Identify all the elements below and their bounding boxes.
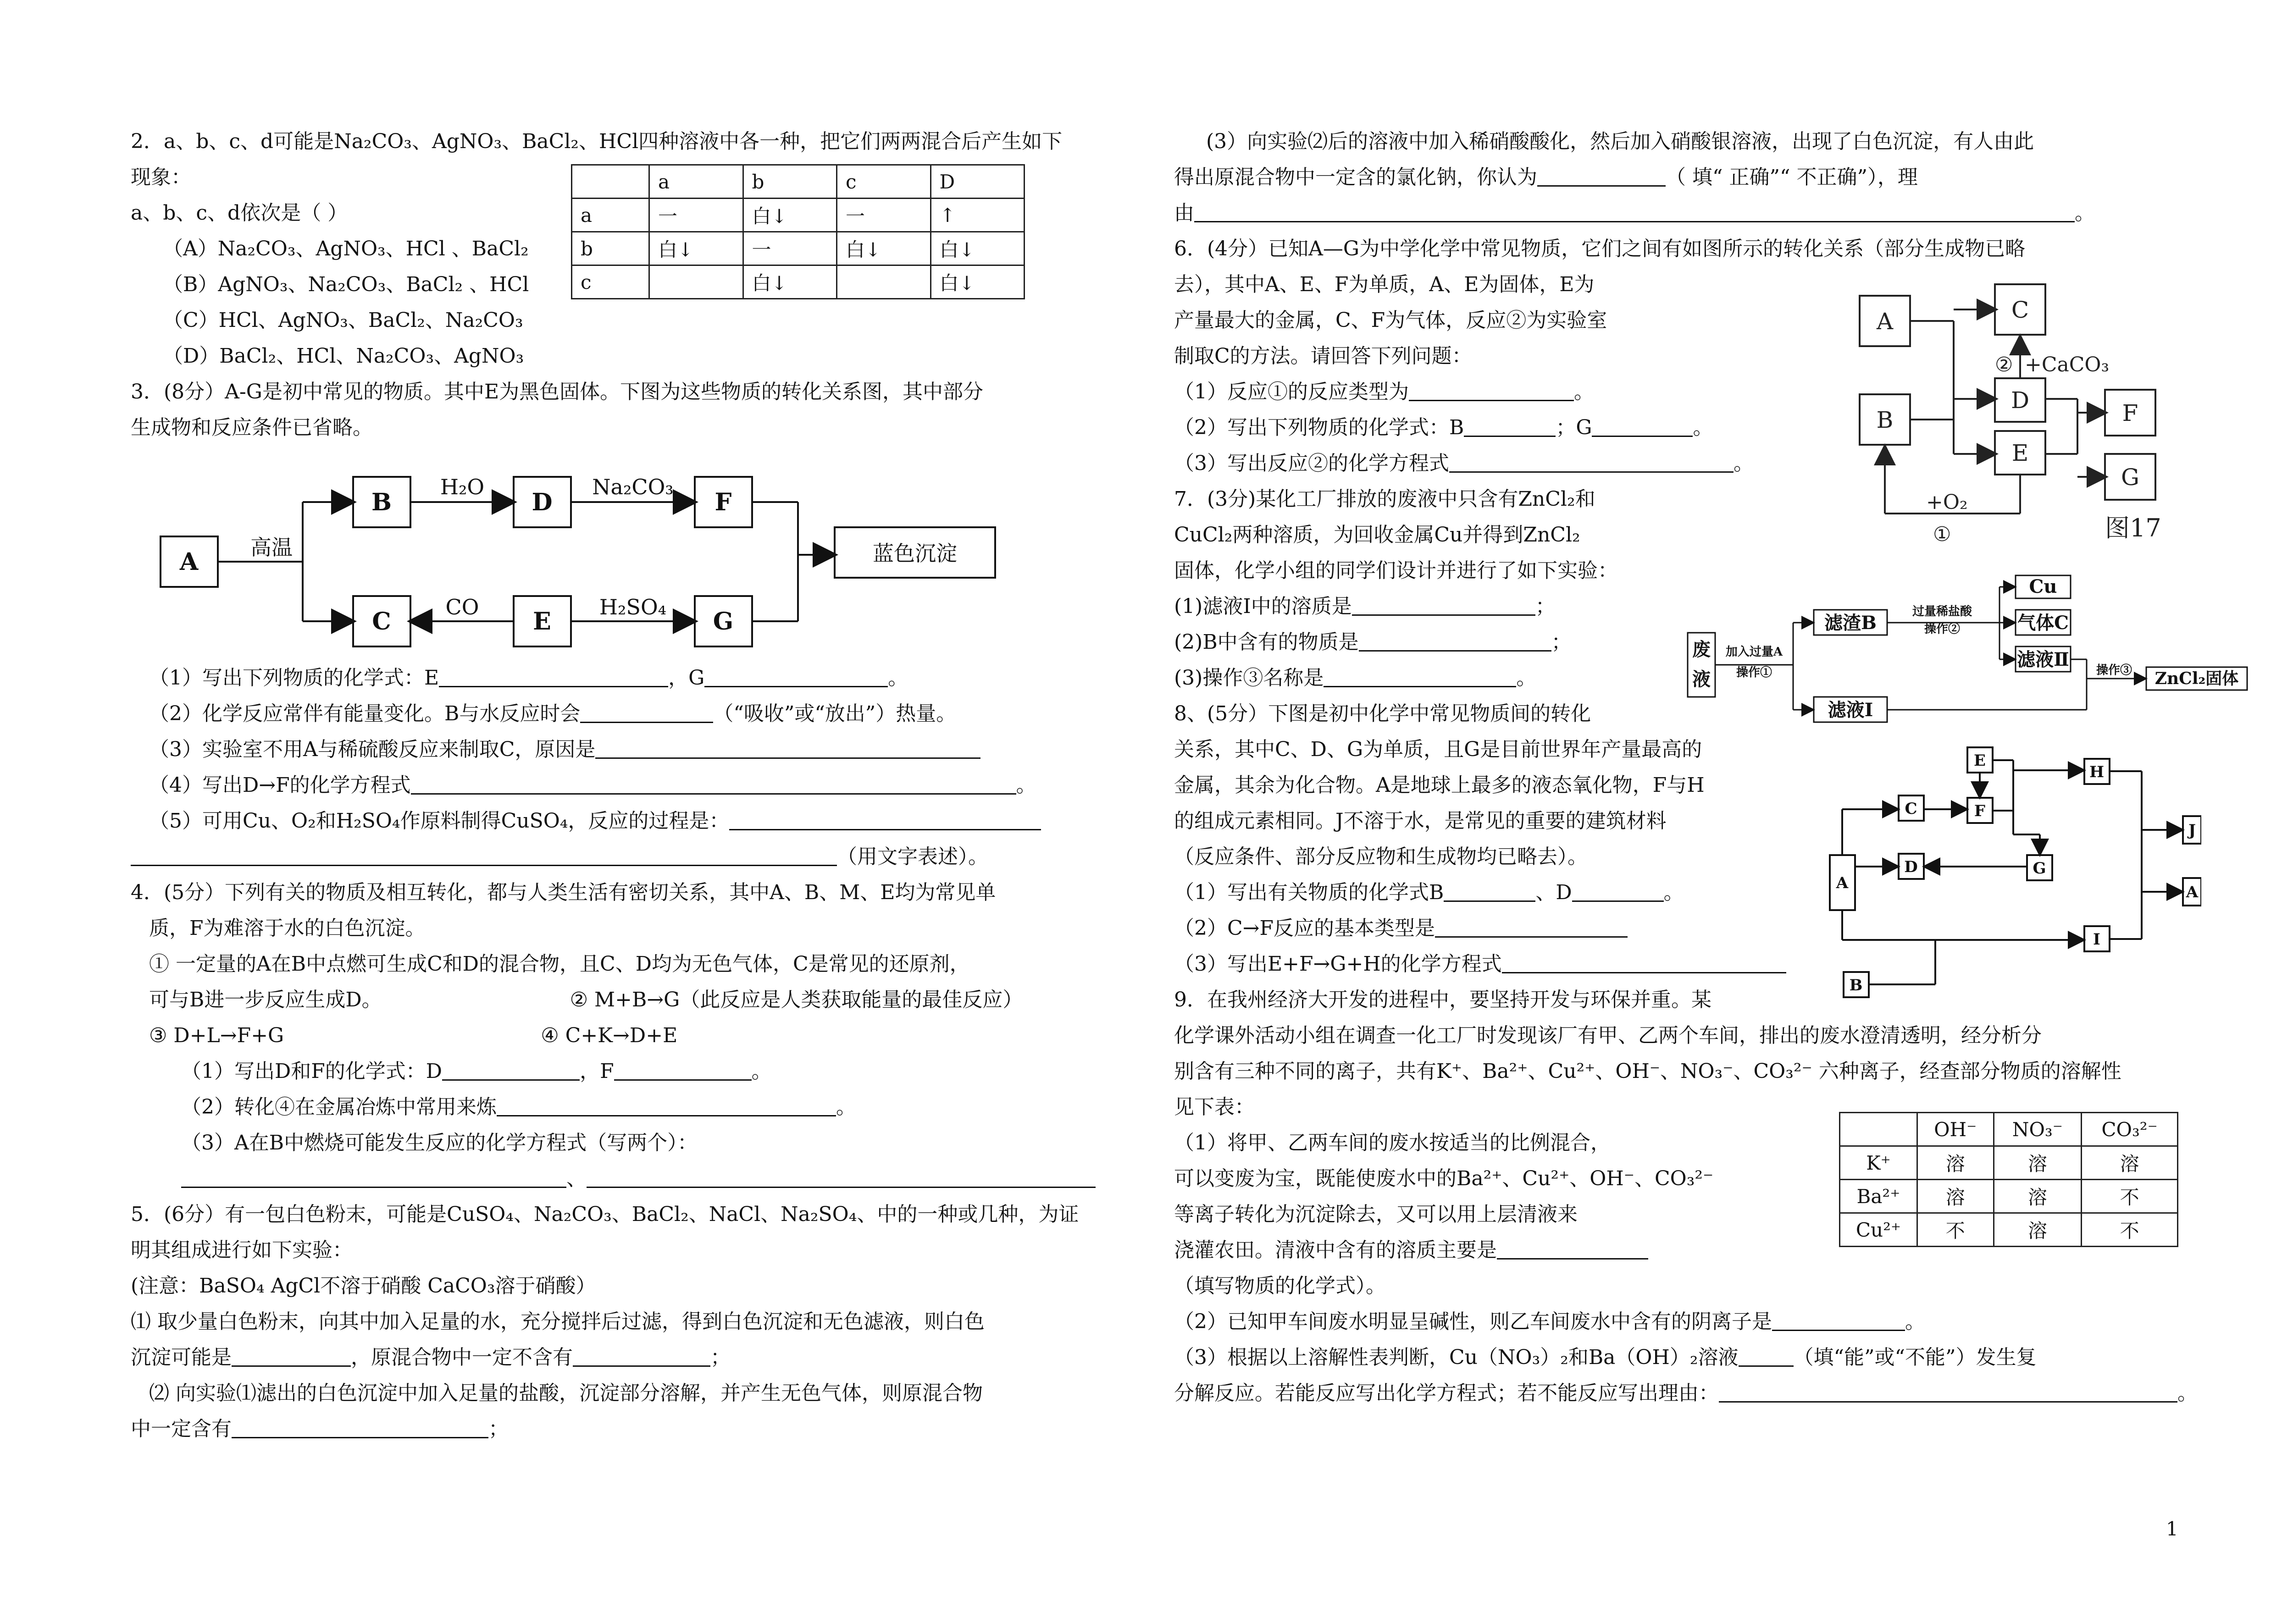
q2-option-d: （D）BaCl₂、HCl、Na₂CO₃、AgNO₃ (163, 344, 524, 368)
q3-stem-1: 3．(8分）A-G是初中常见的物质。其中E为黑色固体。下图为这些物质的转化关系图，其中部分 (131, 380, 984, 403)
table-cell: 不 (2082, 1180, 2178, 1213)
q3-sub-5: （5）可用Cu、O₂和H₂SO₄作原料制得CuSO₄，反应的过程是： (131, 803, 1140, 839)
label-h: H (2089, 763, 2105, 781)
label-add-hcl: 过量稀盐酸 (1912, 605, 1972, 619)
label-h2o: H₂O (440, 475, 485, 499)
table-cell: D (930, 165, 1025, 199)
q6-stem-1: 6．(4分）已知A—G为中学化学中常见物质，它们之间有如图所示的转化关系（部分生成物已略 (1174, 237, 2026, 260)
label-waste-2: 液 (1692, 668, 1711, 690)
q8-stem-1: 8、(5分）下图是初中化学中常见物质间的转化 (1174, 702, 1591, 725)
table-cell: 溶 (1917, 1146, 1994, 1180)
table-cell: c (572, 265, 649, 299)
q6-sub-2: （2）写出下列物质的化学式：B ；G 。 (1174, 410, 2275, 446)
q9-sub-1b: 可以变废为宝，既能使废水中的Ba²⁺、Cu²⁺、OH⁻、CO₃²⁻ (1174, 1167, 1714, 1190)
q9-sub-1d: 浇灌农田。清液中含有的溶质主要是 (1174, 1232, 2275, 1268)
q4-sub-3-blanks: 、 (131, 1161, 1140, 1197)
left-column (131, 124, 1140, 1447)
label-e: E (1974, 751, 1986, 770)
q2-option-b: （B）AgNO₃、Na₂CO₃、BaCl₂ 、HCl (163, 273, 529, 296)
table-cell: 白↓ (743, 265, 837, 299)
q5-part-3b: 得出原混合物中一定含的氯化钠，你认为 （ 填“ 正确”“ 不正确”），理 (1174, 160, 2275, 195)
label-c: C (372, 608, 391, 635)
table-cell: 一 (649, 199, 743, 232)
q7-flow-chart (1683, 564, 2261, 729)
label-f: F (714, 488, 732, 516)
q2-result-table (571, 164, 1025, 299)
table-cell: 白↓ (837, 232, 931, 265)
q5-part-1b: 沉淀可能是 ，原混合物中一定不含有 ； (131, 1340, 1140, 1375)
q9-sub-1: （1）将甲、乙两车间的废水按适当的比例混合， (1174, 1131, 1611, 1154)
label-d: D (1904, 858, 1918, 876)
q3-sub-4: （4）写出D→F的化学方程式 。 (131, 768, 1140, 803)
q9-solubility-table (1839, 1112, 2178, 1247)
q5-stem-2: 明其组成进行如下实验： (131, 1238, 353, 1262)
label-waste-1: 废 (1692, 639, 1711, 660)
label-f: F (2122, 400, 2138, 426)
q6-stem-4: 制取C的方法。请回答下列问题： (1174, 344, 1472, 368)
table-cell: a (649, 165, 743, 199)
table-cell: 不 (2082, 1213, 2178, 1247)
q8-stem-2: 关系，其中C、D、G为单质，且G是目前世界年产量最高的 (1174, 738, 1702, 761)
q2-stem-1: 2．a、b、c、d可能是Na₂CO₃、AgNO₃、BaCl₂、HCl四种溶液中各一种，把它们两两混合后产生如下 (131, 130, 1063, 153)
label-n2: ② (1995, 353, 2013, 376)
table-cell: 一 (837, 199, 931, 232)
q2-ask: a、b、c、d依次是（ ） (131, 201, 348, 225)
label-co: CO (445, 595, 479, 619)
label-zncl2: ZnCl₂固体 (2155, 669, 2239, 688)
q8-figure (1825, 743, 2201, 1000)
q4-cond-1: ① 一定量的A在B中点燃可生成C和D的混合物，且C、D均为无色气体，C是常见的还原剂， (149, 952, 970, 976)
label-h2so4: H₂SO₄ (599, 595, 667, 619)
table-cell (837, 265, 931, 299)
table-cell: Ba²⁺ (1840, 1180, 1917, 1213)
q5-part-2: ⑵ 向实验⑴滤出的白色沉淀中加入足量的盐酸，沉淀部分溶解，并产生无色气体，则原混合物 (149, 1381, 983, 1405)
q6-stem-2: 去），其中A、E、F为单质，A、E为固体，E为 (1174, 273, 1595, 296)
q3-sub-2: （2）化学反应常伴有能量变化。B与水反应时会 （“吸收”或“放出”）热量。 (131, 696, 1140, 732)
label-result: 蓝色沉淀 (873, 541, 957, 566)
label-b: B (1876, 407, 1894, 433)
label-n1: ① (1933, 523, 1951, 546)
label-j: J (2188, 821, 2196, 840)
label-filtrate-1: 滤液Ⅰ (1828, 699, 1873, 721)
q9-sub-3: （3）根据以上溶解性表判断，Cu（NO₃）₂和Ba（OH）₂溶液 （填“能”或“不能”）发生复 (1174, 1340, 2275, 1375)
table-cell: K⁺ (1840, 1146, 1917, 1180)
q8-sub-3: （3）写出E+F→G+H的化学方程式 (1174, 946, 2275, 982)
q6-stem-3: 产量最大的金属，C、F为气体，反应②为实验室 (1174, 309, 1607, 332)
table-cell: 不 (1917, 1213, 1994, 1247)
q4-stem-2: 质，F为难溶于水的白色沉淀。 (149, 917, 426, 940)
q3-sub-1: （1）写出下列物质的化学式：E ，G 。 (131, 660, 1140, 696)
q9-sub-3b: 分解反应。若能反应写出化学方程式；若不能反应写出理由： 。 (1174, 1375, 2275, 1411)
label-op3: 操作③ (2096, 663, 2132, 677)
label-b: B (1849, 976, 1863, 994)
q6-sub-3: （3）写出反应②的化学方程式 。 (1174, 446, 2275, 481)
label-op2: 操作② (1924, 622, 1961, 636)
q2-option-a: （A）Na₂CO₃、AgNO₃、HCl 、BaCl₂ (163, 237, 529, 260)
table-cell: 溶 (1994, 1146, 2082, 1180)
table-cell: 溶 (1994, 1213, 2082, 1247)
q9-stem-4: 见下表： (1174, 1095, 1255, 1119)
q4-sub-3: （3）A在B中燃烧可能发生反应的化学方程式（写两个）： (181, 1131, 698, 1154)
table-cell: ↑ (930, 199, 1025, 232)
q9-stem-3: 别含有三种不同的离子，共有K⁺、Ba²⁺、Cu²⁺、OH⁻、NO₃⁻、CO₃²⁻ 六种离子，经查部分物质的溶解性 (1174, 1060, 2121, 1083)
q4-stem-1: 4．(5分）下列有关的物质及相互转化，都与人类生活有密切关系，其中A、B、M、E均为常见单 (131, 881, 996, 904)
q8-stem-3: 金属，其余为化合物。A是地球上最多的液态氧化物，F与H (1174, 773, 1705, 797)
label-b: B (371, 488, 392, 516)
label-g: G (713, 608, 734, 635)
label-residue-b: 滤渣B (1824, 612, 1877, 634)
label-heat: 高温 (250, 535, 293, 560)
table-cell: 溶 (1994, 1180, 2082, 1213)
q5-part-2b: 中一定含有 ； (131, 1411, 1140, 1447)
label-a: A (179, 548, 199, 576)
q4-cond-1b: 可与B进一步反应生成D。 ② M+B→G（此反应是人类获取能量的最佳反应） (149, 988, 1023, 1011)
q3-flow-diagram (151, 463, 1023, 669)
q3-sub-5-cont: （用文字表述）。 (131, 839, 1140, 875)
q7-stem-1: 7．(3分)某化工厂排放的废液中只含有ZnCl₂和 (1174, 487, 1595, 511)
table-cell: b (572, 232, 649, 265)
table-cell: 溶 (1917, 1180, 1994, 1213)
label-a: A (1876, 308, 1894, 335)
label-c: C (2011, 297, 2029, 323)
q2-stem-2: 现象： (131, 166, 191, 189)
label-cu: Cu (2029, 576, 2057, 597)
label-g: G (2121, 464, 2139, 491)
table-cell: 白↓ (930, 232, 1025, 265)
q6-figure (1848, 275, 2192, 555)
label-e: E (2011, 440, 2029, 466)
label-i: I (2093, 930, 2100, 949)
q4-cond-3-4: ③ D+L→F+G ④ C+K→D+E (149, 1024, 678, 1047)
q5-part-1: ⑴ 取少量白色粉末，向其中加入足量的水，充分搅拌后过滤，得到白色沉淀和无色滤液，则白色 (131, 1310, 985, 1333)
label-f: F (1974, 802, 1986, 820)
q4-sub-1: （1）写出D和F的化学式：D ，F 。 (131, 1054, 1140, 1089)
q8-stem-4: 的组成元素相同。J不溶于水，是常见的重要的建筑材料 (1174, 809, 1667, 833)
label-d: D (2011, 387, 2030, 414)
q6-sub-1: （1）反应①的反应类型为 。 (1174, 374, 2275, 410)
table-cell: 白↓ (649, 232, 743, 265)
label-c: C (1905, 800, 1917, 818)
q9-sub-1e: （填写物质的化学式）。 (1174, 1274, 1386, 1298)
label-a2: A (2186, 883, 2199, 901)
q7-stem-2: CuCl₂两种溶质，为回收金属Cu并得到ZnCl₂ (1174, 523, 1580, 547)
table-cell: 一 (743, 232, 837, 265)
table-cell: c (837, 165, 931, 199)
q8-stem-5: （反应条件、部分反应物和生成物均已略去）。 (1174, 845, 1588, 868)
table-cell: 白↓ (930, 265, 1025, 299)
label-caco3: +CaCO₃ (2025, 353, 2110, 376)
label-g: G (2033, 859, 2046, 878)
label-na2co3: Na₂CO₃ (592, 475, 674, 499)
table-cell: 白↓ (743, 199, 837, 232)
q5-stem-1: 5．(6分）有一包白色粉末，可能是CuSO₄、Na₂CO₃、BaCl₂、NaCl、Na₂SO₄、中的一种或几种，为证 (131, 1203, 1079, 1226)
label-caption: 图17 (2105, 514, 2161, 542)
q8-sub-2: （2）C→F反应的基本类型是 (1174, 911, 2275, 946)
q5-note: (注意：BaSO₄ AgCl不溶于硝酸 CaCO₃溶于硝酸） (131, 1274, 596, 1298)
table-cell: a (572, 199, 649, 232)
table-cell: CO₃²⁻ (2082, 1113, 2178, 1146)
q7-sub-3: (3)操作③名称是 。 (1174, 660, 2275, 696)
label-add-a: 加入过量A (1725, 645, 1783, 659)
q9-sub-2: （2）已知甲车间废水明显呈碱性，则乙车间废水中含有的阴离子是 。 (1174, 1304, 2275, 1340)
q3-stem-2: 生成物和反应条件已省略。 (131, 416, 373, 439)
label-op1: 操作① (1736, 666, 1772, 679)
label-a: A (1836, 874, 1849, 892)
table-cell (649, 265, 743, 299)
q9-sub-1c: 等离子转化为沉淀除去，又可以用上层清液来 (1174, 1203, 1578, 1226)
q7-stem-3: 固体，化学小组的同学们设计并进行了如下实验： (1174, 559, 1618, 582)
q5-part-3: (3）向实验⑵后的溶液中加入稀硝酸酸化，然后加入硝酸银溶液，出现了白色沉淀，有人由此 (1206, 130, 2034, 153)
table-cell (572, 165, 649, 199)
page-number: 1 (2166, 1518, 2178, 1540)
q4-sub-2: （2）转化④在金属冶炼中常用来炼 。 (131, 1089, 1140, 1125)
q8-sub-1: （1）写出有关物质的化学式B 、D 。 (1174, 875, 2275, 911)
table-cell: b (743, 165, 837, 199)
q9-stem-1: 9．在我州经济大开发的进程中，要坚持开发与环保并重。某 (1174, 988, 1711, 1011)
label-filtrate-2: 滤液Ⅱ (2017, 649, 2069, 670)
q7-sub-1: (1)滤液Ⅰ中的溶质是 ； (1174, 589, 2275, 624)
table-cell: 溶 (2082, 1146, 2178, 1180)
label-d: D (532, 488, 553, 516)
label-o2: +O₂ (1926, 491, 1968, 514)
q7-sub-2: (2)B中含有的物质是 ； (1174, 624, 2275, 660)
table-cell: OH⁻ (1917, 1113, 1994, 1146)
q9-stem-2: 化学课外活动小组在调查一化工厂时发现该厂有甲、乙两个车间，排出的废水澄清透明，经分析分 (1174, 1024, 2042, 1047)
q3-sub-3: （3）实验室不用A与稀硫酸反应来制取C，原因是 (131, 732, 1140, 768)
table-cell: Cu²⁺ (1840, 1213, 1917, 1247)
table-cell (1840, 1113, 1917, 1146)
q5-part-3c: 由 。 (1174, 195, 2275, 231)
table-cell: NO₃⁻ (1994, 1113, 2082, 1146)
label-e: E (533, 608, 551, 635)
q2-option-c: （C）HCl、AgNO₃、BaCl₂、Na₂CO₃ (163, 309, 523, 332)
label-gas-c: 气体C (2017, 612, 2069, 634)
